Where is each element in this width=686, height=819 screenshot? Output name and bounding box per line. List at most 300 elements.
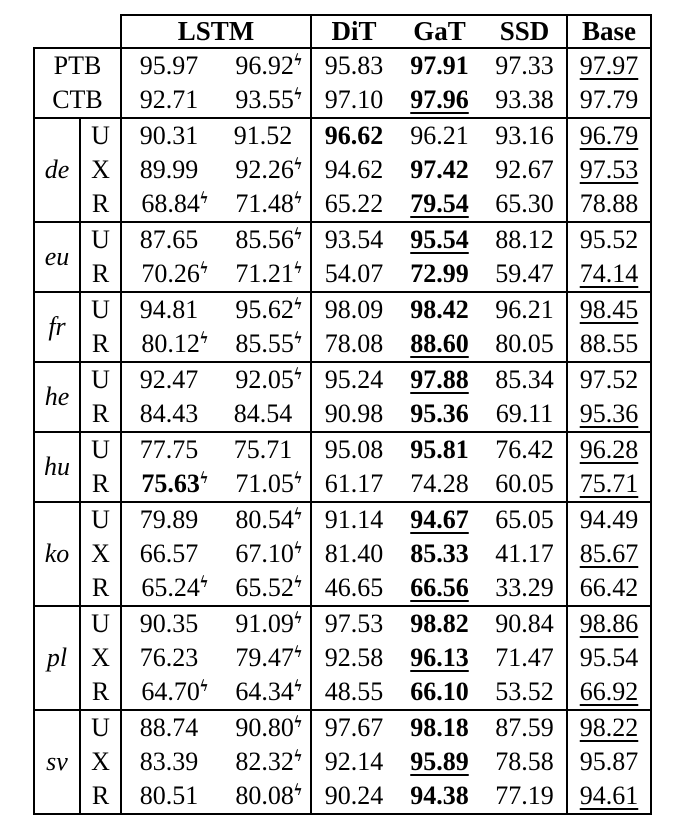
score-value: 98.45 bbox=[579, 295, 639, 324]
cell-lstm-2 bbox=[216, 397, 311, 432]
lightning-bolt-icon: ϟ bbox=[292, 84, 304, 103]
cell-gat bbox=[396, 779, 483, 814]
cell-gat bbox=[396, 48, 483, 83]
lightning-bolt-icon: ϟ bbox=[292, 258, 304, 277]
cell-gat bbox=[396, 257, 483, 292]
score-value: 79.54 bbox=[410, 189, 469, 218]
score-value: 82.32 bbox=[235, 747, 294, 776]
cell-lstm-1 bbox=[121, 537, 216, 571]
cell-lstm-1 bbox=[121, 502, 216, 537]
row-type-label: U bbox=[80, 710, 121, 745]
cell-gat bbox=[396, 83, 483, 118]
lightning-bolt-icon: ϟ bbox=[292, 538, 304, 557]
score-value: 67.10 bbox=[235, 539, 294, 568]
cell-ssd bbox=[483, 83, 567, 118]
score-value: 53.52 bbox=[495, 677, 554, 706]
score-value: 88.60 bbox=[410, 329, 469, 358]
score-value: 95.52 bbox=[579, 225, 639, 254]
score-value: 78.88 bbox=[579, 189, 639, 218]
cell-ssd bbox=[483, 710, 567, 745]
score-value: 78.08 bbox=[324, 329, 384, 358]
cell-ssd bbox=[483, 153, 567, 187]
cell-gat bbox=[396, 641, 483, 675]
score-value: 95.36 bbox=[579, 399, 639, 428]
cell-lstm-2 bbox=[216, 292, 311, 327]
table-row bbox=[34, 327, 651, 362]
cell-lstm-1 bbox=[121, 571, 216, 606]
score-value: 97.33 bbox=[495, 51, 554, 80]
score-value: 74.28 bbox=[410, 469, 469, 498]
lightning-bolt-icon: ϟ bbox=[292, 746, 304, 765]
cell-dit bbox=[311, 606, 396, 641]
score-value: 65.30 bbox=[495, 189, 554, 218]
score-value: 41.17 bbox=[495, 539, 554, 568]
cell-gat bbox=[396, 397, 483, 432]
cell-lstm-1 bbox=[121, 187, 216, 222]
score-value: 95.87 bbox=[579, 747, 639, 776]
cell-base bbox=[567, 537, 651, 571]
lightning-bolt-icon: ϟ bbox=[292, 154, 304, 173]
row-type-label: U bbox=[80, 502, 121, 537]
score-value: 94.81 bbox=[139, 295, 199, 324]
cell-gat bbox=[396, 502, 483, 537]
table-row bbox=[34, 153, 651, 187]
cell-lstm-2 bbox=[216, 187, 311, 222]
table-row bbox=[34, 606, 651, 641]
cell-gat bbox=[396, 222, 483, 257]
score-value: 98.22 bbox=[579, 713, 639, 742]
cell-lstm-1 bbox=[121, 606, 216, 641]
score-value: 90.31 bbox=[139, 121, 199, 150]
table-row bbox=[34, 362, 651, 397]
score-value: 94.67 bbox=[410, 505, 469, 534]
table-row bbox=[34, 502, 651, 537]
cell-gat bbox=[396, 153, 483, 187]
lightning-bolt-icon: ϟ bbox=[292, 572, 304, 591]
score-value: 79.47 bbox=[235, 643, 294, 672]
cell-lstm-1 bbox=[121, 292, 216, 327]
table-row bbox=[34, 257, 651, 292]
cell-dit bbox=[311, 222, 396, 257]
cell-base bbox=[567, 48, 651, 83]
language-label: pl bbox=[34, 606, 80, 710]
score-value: 97.52 bbox=[579, 365, 639, 394]
cell-base bbox=[567, 606, 651, 641]
cell-dit bbox=[311, 153, 396, 187]
score-value: 97.97 bbox=[579, 51, 639, 80]
table-row bbox=[34, 745, 651, 779]
cell-ssd bbox=[483, 397, 567, 432]
cell-ssd bbox=[483, 187, 567, 222]
score-value: 85.67 bbox=[579, 539, 639, 568]
cell-lstm-1 bbox=[121, 710, 216, 745]
score-value: 80.12 bbox=[141, 329, 200, 358]
cell-lstm-2 bbox=[216, 432, 311, 467]
score-value: 95.81 bbox=[410, 435, 469, 464]
score-value: 33.29 bbox=[495, 573, 554, 602]
cell-lstm-1 bbox=[121, 153, 216, 187]
score-value: 90.35 bbox=[139, 609, 199, 638]
lightning-bolt-icon: ϟ bbox=[292, 712, 304, 731]
row-type-label: R bbox=[80, 467, 121, 502]
cell-ssd bbox=[483, 467, 567, 502]
cell-gat bbox=[396, 571, 483, 606]
cell-ssd bbox=[483, 327, 567, 362]
score-value: 97.10 bbox=[324, 85, 384, 114]
lightning-bolt-icon: ϟ bbox=[198, 572, 210, 591]
score-value: 74.14 bbox=[579, 259, 639, 288]
cell-ssd bbox=[483, 257, 567, 292]
lightning-bolt-icon: ϟ bbox=[292, 468, 304, 487]
score-value: 94.61 bbox=[579, 781, 639, 810]
table-row bbox=[34, 779, 651, 814]
column-header-base: Base bbox=[567, 15, 651, 48]
cell-lstm-2 bbox=[216, 118, 311, 153]
cell-dit bbox=[311, 48, 396, 83]
cell-lstm-1 bbox=[121, 779, 216, 814]
score-value: 84.54 bbox=[233, 399, 293, 428]
score-value: 91.09 bbox=[235, 609, 294, 638]
score-value: 92.71 bbox=[139, 85, 199, 114]
score-value: 66.57 bbox=[139, 539, 199, 568]
table-row bbox=[34, 467, 651, 502]
cell-lstm-1 bbox=[121, 83, 216, 118]
cell-gat bbox=[396, 745, 483, 779]
score-value: 71.05 bbox=[235, 469, 294, 498]
cell-gat bbox=[396, 187, 483, 222]
table-row bbox=[34, 187, 651, 222]
cell-lstm-2 bbox=[216, 675, 311, 710]
score-value: 97.67 bbox=[324, 713, 384, 742]
lightning-bolt-icon: ϟ bbox=[292, 504, 304, 523]
score-value: 65.22 bbox=[324, 189, 384, 218]
score-value: 84.43 bbox=[139, 399, 199, 428]
score-value: 81.40 bbox=[324, 539, 384, 568]
cell-base bbox=[567, 397, 651, 432]
score-value: 93.38 bbox=[495, 85, 554, 114]
cell-gat bbox=[396, 432, 483, 467]
score-value: 92.14 bbox=[324, 747, 384, 776]
cell-lstm-1 bbox=[121, 745, 216, 779]
score-value: 85.33 bbox=[410, 539, 469, 568]
score-value: 95.24 bbox=[324, 365, 384, 394]
cell-lstm-2 bbox=[216, 327, 311, 362]
cell-dit bbox=[311, 397, 396, 432]
row-type-label: U bbox=[80, 432, 121, 467]
cell-gat bbox=[396, 467, 483, 502]
lightning-bolt-icon: ϟ bbox=[292, 50, 304, 69]
score-value: 90.24 bbox=[324, 781, 384, 810]
score-value: 80.54 bbox=[235, 505, 294, 534]
cell-ssd bbox=[483, 779, 567, 814]
lightning-bolt-icon: ϟ bbox=[292, 224, 304, 243]
cell-base bbox=[567, 187, 651, 222]
cell-lstm-1 bbox=[121, 397, 216, 432]
cell-lstm-1 bbox=[121, 257, 216, 292]
score-value: 64.34 bbox=[235, 677, 294, 706]
cell-gat bbox=[396, 362, 483, 397]
cell-lstm-1 bbox=[121, 222, 216, 257]
score-value: 66.42 bbox=[579, 573, 639, 602]
score-value: 96.62 bbox=[324, 121, 384, 150]
cell-lstm-2 bbox=[216, 571, 311, 606]
score-value: 71.48 bbox=[235, 189, 294, 218]
cell-lstm-2 bbox=[216, 502, 311, 537]
score-value: 98.09 bbox=[324, 295, 384, 324]
cell-ssd bbox=[483, 432, 567, 467]
score-value: 80.51 bbox=[139, 781, 199, 810]
lightning-bolt-icon: ϟ bbox=[198, 468, 210, 487]
cell-base bbox=[567, 83, 651, 118]
score-value: 75.71 bbox=[233, 435, 293, 464]
cell-dit bbox=[311, 118, 396, 153]
cell-lstm-2 bbox=[216, 257, 311, 292]
lightning-bolt-icon: ϟ bbox=[292, 328, 304, 347]
score-value: 54.07 bbox=[324, 259, 384, 288]
score-value: 92.67 bbox=[495, 155, 554, 184]
treebank-label: CTB bbox=[34, 83, 121, 118]
row-type-label: X bbox=[80, 153, 121, 187]
score-value: 70.26 bbox=[141, 259, 200, 288]
score-value: 87.65 bbox=[139, 225, 199, 254]
cell-lstm-2 bbox=[216, 153, 311, 187]
column-header-dit: DiT bbox=[311, 15, 396, 48]
score-value: 94.49 bbox=[579, 505, 639, 534]
score-value: 94.38 bbox=[410, 781, 469, 810]
cell-dit bbox=[311, 571, 396, 606]
table-row bbox=[34, 83, 651, 118]
row-type-label: U bbox=[80, 118, 121, 153]
score-value: 92.58 bbox=[324, 643, 384, 672]
table-row bbox=[34, 432, 651, 467]
cell-lstm-2 bbox=[216, 83, 311, 118]
cell-lstm-2 bbox=[216, 362, 311, 397]
score-value: 95.54 bbox=[410, 225, 469, 254]
cell-base bbox=[567, 467, 651, 502]
score-value: 48.55 bbox=[324, 677, 384, 706]
header-row bbox=[34, 15, 651, 48]
cell-gat bbox=[396, 327, 483, 362]
score-value: 98.82 bbox=[410, 609, 469, 638]
score-value: 79.89 bbox=[139, 505, 199, 534]
corner-cell bbox=[34, 15, 121, 48]
cell-ssd bbox=[483, 745, 567, 779]
results-table-container bbox=[33, 14, 652, 815]
cell-base bbox=[567, 222, 651, 257]
row-type-label: R bbox=[80, 187, 121, 222]
language-label: sv bbox=[34, 710, 80, 814]
row-type-label: R bbox=[80, 779, 121, 814]
score-value: 76.42 bbox=[495, 435, 554, 464]
results-table bbox=[33, 14, 652, 815]
language-label: he bbox=[34, 362, 80, 432]
lightning-bolt-icon: ϟ bbox=[292, 364, 304, 383]
score-value: 80.08 bbox=[235, 781, 294, 810]
score-value: 90.98 bbox=[324, 399, 384, 428]
cell-ssd bbox=[483, 537, 567, 571]
cell-base bbox=[567, 502, 651, 537]
score-value: 88.55 bbox=[579, 329, 639, 358]
score-value: 66.56 bbox=[410, 573, 469, 602]
column-header-ssd: SSD bbox=[483, 15, 567, 48]
cell-base bbox=[567, 745, 651, 779]
language-label: eu bbox=[34, 222, 80, 292]
cell-base bbox=[567, 779, 651, 814]
table-row bbox=[34, 48, 651, 83]
score-value: 96.28 bbox=[579, 435, 639, 464]
score-value: 75.63 bbox=[141, 469, 200, 498]
score-value: 59.47 bbox=[495, 259, 554, 288]
cell-ssd bbox=[483, 48, 567, 83]
lightning-bolt-icon: ϟ bbox=[292, 642, 304, 661]
score-value: 64.70 bbox=[141, 677, 200, 706]
cell-ssd bbox=[483, 118, 567, 153]
cell-base bbox=[567, 257, 651, 292]
column-header-gat: GaT bbox=[396, 15, 483, 48]
row-type-label: R bbox=[80, 327, 121, 362]
cell-lstm-2 bbox=[216, 606, 311, 641]
table-row bbox=[34, 571, 651, 606]
language-label: ko bbox=[34, 502, 80, 606]
score-value: 96.79 bbox=[579, 121, 639, 150]
score-value: 71.47 bbox=[495, 643, 554, 672]
lightning-bolt-icon: ϟ bbox=[292, 188, 304, 207]
cell-lstm-1 bbox=[121, 675, 216, 710]
score-value: 87.59 bbox=[495, 713, 554, 742]
score-value: 92.26 bbox=[235, 155, 294, 184]
score-value: 78.58 bbox=[495, 747, 554, 776]
score-value: 68.84 bbox=[141, 189, 200, 218]
cell-dit bbox=[311, 362, 396, 397]
score-value: 80.05 bbox=[495, 329, 554, 358]
cell-dit bbox=[311, 641, 396, 675]
row-type-label: U bbox=[80, 606, 121, 641]
cell-base bbox=[567, 327, 651, 362]
table-header bbox=[34, 15, 651, 48]
cell-ssd bbox=[483, 362, 567, 397]
score-value: 96.21 bbox=[410, 121, 469, 150]
row-type-label: R bbox=[80, 571, 121, 606]
cell-ssd bbox=[483, 675, 567, 710]
cell-gat bbox=[396, 118, 483, 153]
score-value: 95.83 bbox=[324, 51, 384, 80]
cell-ssd bbox=[483, 222, 567, 257]
language-label: de bbox=[34, 118, 80, 222]
score-value: 95.08 bbox=[324, 435, 384, 464]
score-value: 97.42 bbox=[410, 155, 469, 184]
score-value: 95.54 bbox=[579, 643, 639, 672]
cell-lstm-1 bbox=[121, 467, 216, 502]
cell-dit bbox=[311, 675, 396, 710]
table-row bbox=[34, 710, 651, 745]
cell-lstm-1 bbox=[121, 432, 216, 467]
score-value: 97.79 bbox=[579, 85, 639, 114]
cell-gat bbox=[396, 292, 483, 327]
lightning-bolt-icon: ϟ bbox=[292, 294, 304, 313]
score-value: 91.52 bbox=[233, 121, 293, 150]
row-type-label: X bbox=[80, 745, 121, 779]
score-value: 75.71 bbox=[579, 469, 639, 498]
cell-ssd bbox=[483, 641, 567, 675]
cell-lstm-2 bbox=[216, 779, 311, 814]
language-label: fr bbox=[34, 292, 80, 362]
cell-base bbox=[567, 432, 651, 467]
score-value: 97.96 bbox=[410, 85, 469, 114]
score-value: 98.42 bbox=[410, 295, 469, 324]
score-value: 96.21 bbox=[495, 295, 554, 324]
score-value: 76.23 bbox=[139, 643, 199, 672]
score-value: 61.17 bbox=[324, 469, 384, 498]
table-row bbox=[34, 397, 651, 432]
cell-base bbox=[567, 118, 651, 153]
score-value: 96.13 bbox=[410, 643, 469, 672]
row-type-label: X bbox=[80, 537, 121, 571]
cell-dit bbox=[311, 537, 396, 571]
cell-dit bbox=[311, 779, 396, 814]
score-value: 98.18 bbox=[410, 713, 469, 742]
cell-dit bbox=[311, 467, 396, 502]
cell-dit bbox=[311, 83, 396, 118]
cell-gat bbox=[396, 606, 483, 641]
score-value: 77.19 bbox=[495, 781, 554, 810]
cell-lstm-2 bbox=[216, 537, 311, 571]
cell-dit bbox=[311, 187, 396, 222]
cell-dit bbox=[311, 502, 396, 537]
cell-lstm-1 bbox=[121, 327, 216, 362]
score-value: 98.86 bbox=[579, 609, 639, 638]
cell-lstm-1 bbox=[121, 362, 216, 397]
score-value: 90.84 bbox=[495, 609, 554, 638]
score-value: 92.05 bbox=[235, 365, 294, 394]
score-value: 97.53 bbox=[579, 155, 639, 184]
cell-lstm-2 bbox=[216, 467, 311, 502]
cell-dit bbox=[311, 710, 396, 745]
score-value: 91.14 bbox=[324, 505, 384, 534]
score-value: 77.75 bbox=[139, 435, 199, 464]
cell-lstm-1 bbox=[121, 118, 216, 153]
row-type-label: U bbox=[80, 362, 121, 397]
lightning-bolt-icon: ϟ bbox=[198, 328, 210, 347]
cell-dit bbox=[311, 327, 396, 362]
cell-lstm-2 bbox=[216, 745, 311, 779]
cell-dit bbox=[311, 292, 396, 327]
score-value: 95.36 bbox=[410, 399, 469, 428]
cell-base bbox=[567, 641, 651, 675]
lightning-bolt-icon: ϟ bbox=[292, 780, 304, 799]
cell-base bbox=[567, 675, 651, 710]
score-value: 97.53 bbox=[324, 609, 384, 638]
cell-base bbox=[567, 710, 651, 745]
score-value: 85.34 bbox=[495, 365, 554, 394]
cell-dit bbox=[311, 745, 396, 779]
cell-base bbox=[567, 571, 651, 606]
score-value: 93.55 bbox=[235, 85, 294, 114]
score-value: 85.55 bbox=[235, 329, 294, 358]
language-label: hu bbox=[34, 432, 80, 502]
column-header-lstm: LSTM bbox=[121, 15, 311, 48]
score-value: 66.92 bbox=[579, 677, 639, 706]
cell-base bbox=[567, 153, 651, 187]
score-value: 88.12 bbox=[495, 225, 554, 254]
score-value: 95.89 bbox=[410, 747, 469, 776]
score-value: 65.52 bbox=[235, 573, 294, 602]
cell-lstm-1 bbox=[121, 48, 216, 83]
cell-gat bbox=[396, 537, 483, 571]
score-value: 66.10 bbox=[410, 677, 469, 706]
score-value: 90.80 bbox=[235, 713, 294, 742]
score-value: 96.92 bbox=[235, 51, 294, 80]
cell-ssd bbox=[483, 502, 567, 537]
